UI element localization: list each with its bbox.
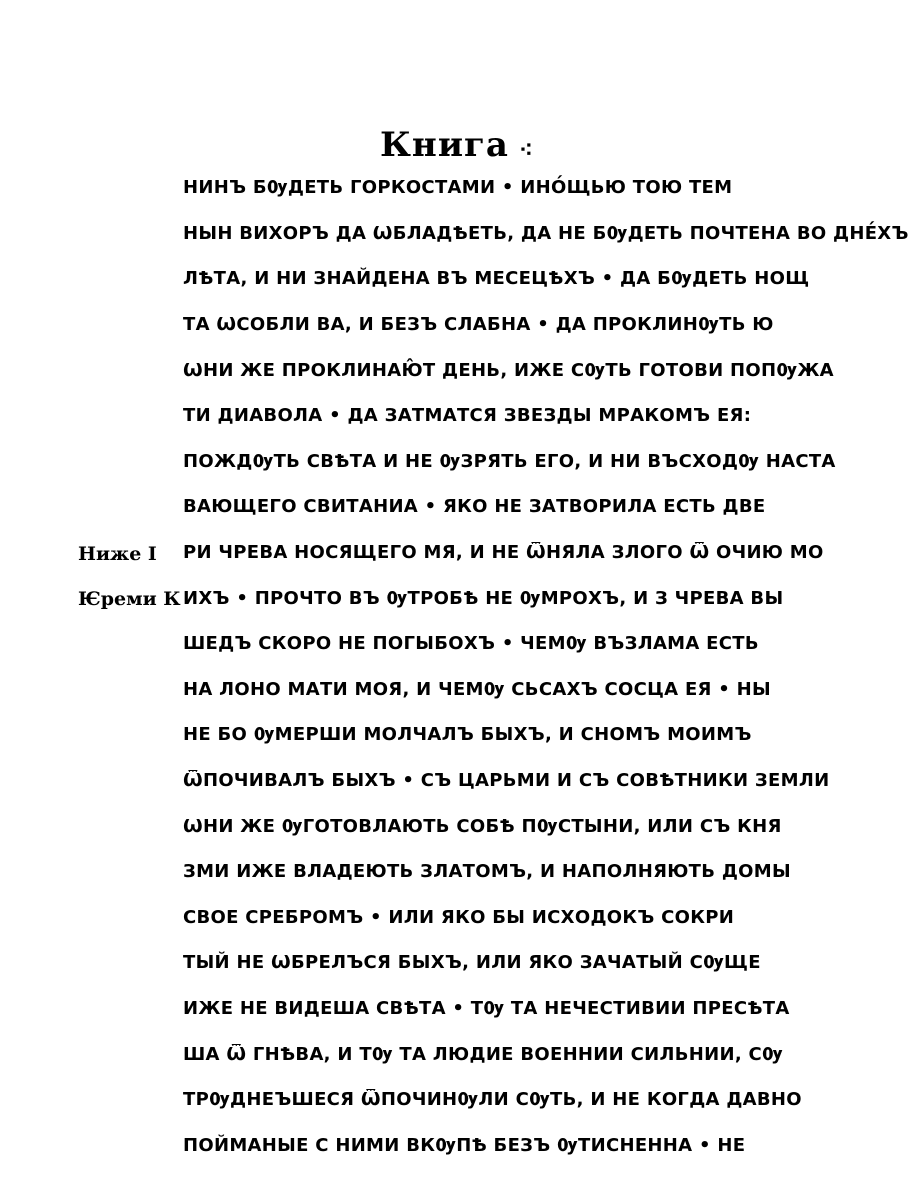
text-line: ВАЮЩЕГО СВИТАНИА • ЯКО НЕ ЗАТВОРИЛА ЕСТЬ ДВЕ [183, 496, 766, 518]
text-line: ИХЪ • ПРОЧТО ВЪ ѸТРОБѢ НЕ ѸМРОХЪ, И З ЧРЕВА ВЫ [183, 587, 784, 609]
title-ornament: ⁖ [518, 135, 533, 164]
text-line: НЫН ВИХОРЪ ДА ѠБЛАДѢЕТЬ, ДА НЕ БѸДЕТЬ ПОЧТЕНА ВО ДНЕ́ХЪ [183, 222, 909, 244]
text-line: ТИ ДИАВОЛА • ДА ЗАТМАТСЯ ЗВЕЗДЫ МРАКОМЪ ЕЯ: [183, 405, 752, 427]
text-line: НЕ БО ѸМЕРШИ МОЛЧАЛЪ БЫХЪ, И СНОМЪ МОИМЪ [183, 724, 752, 746]
text-line: ШЕДЪ СКОРО НЕ ПОГЫБОХЪ • ЧЕМѸ ВЪЗЛАМА ЕСТЬ [183, 633, 759, 655]
margin-note-line: Ѥреми К [78, 588, 181, 611]
text-line: ѾПОЧИВАЛЪ БЫХЪ • СЪ ЦАРЬМИ И СЪ СОВѢТНИКИ ЗЕМЛИ [183, 770, 830, 792]
text-line: ЗМИ ИЖЕ ВЛАДЕЮТЬ ЗЛАТОМЪ, И НАПОЛНЯЮТЬ ДОМЫ [183, 861, 791, 883]
text-line: ѠНИ ЖЕ ПРОКЛИНАЮ̂Т ДЕНЬ, ИЖЕ СѸТЬ ГОТОВИ ПОПѸЖА [183, 359, 834, 381]
text-line: НА ЛОНО МАТИ МОЯ, И ЧЕМѸ СЬСАХЪ СОСЦА ЕЯ • НЫ [183, 678, 771, 700]
text-line: НИНЪ БѸДЕТЬ ГОРКОСТАМИ • ИНО́ЩЬЮ ТОЮ ТЕМ [183, 177, 733, 199]
text-line: ША Ѿ ГНѢВА, И ТѸ ТА ЛЮДИЕ ВОЕННИИ СИЛЬНИИ, СѸ [183, 1043, 784, 1065]
text-line: ПОЙМАНЫЕ С НИМИ ВКѸПѢ БЕЗЪ ѸТИСНЕННА • НЕ [183, 1134, 746, 1156]
body-text [183, 165, 909, 1168]
text-line: ПОЖДѸТЬ СВѢТА И НЕ ѸЗРЯТЬ ЕГО, И НИ ВЪСХОДѸ НАСТА [183, 450, 836, 472]
text-line: ЛѢТА, И НИ ЗНАЙДЕНА ВЪ МЕСЕЦѢХЪ • ДА БѸДЕТЬ НОЩ [183, 268, 810, 290]
text-line: ТРѸДНЕЪШЕСЯ ѾПОЧИНѸЛИ СѸТЬ, И НЕ КОГДА ДАВНО [183, 1089, 802, 1111]
page-header [380, 112, 533, 165]
text-line: ТА ѠСОБЛИ ВА, И БЕЗЪ СЛАБНА • ДА ПРОКЛИНѸТЬ Ю [183, 314, 774, 336]
text-line: ѠНИ ЖЕ ѸГОТОВЛАЮТЬ СОБѢ ПѸСТЫНИ, ИЛИ СЪ КНЯ [183, 815, 782, 837]
text-line: ТЫЙ НЕ ѠБРЕЛЪСЯ БЫХЪ, ИЛИ ЯКО ЗАЧАТЫЙ СѸЩЕ [183, 952, 761, 974]
margin-note [78, 531, 181, 622]
text-line: СВОЕ СРЕБРОМЪ • ИЛИ ЯКО БЫ ИСХОДОКЪ СОКРИ [183, 906, 735, 928]
margin-note-line: Ниже І [78, 542, 157, 565]
text-line: РИ ЧРЕВА НОСЯЩЕГО МЯ, И НЕ ѾНЯЛА ЗЛОГО Ѿ ОЧИЮ МО [183, 542, 824, 564]
text-line: ИЖЕ НЕ ВИДЕША СВѢТА • ТѸ ТА НЕЧЕСТИВИИ ПРЕСѢТА [183, 997, 790, 1019]
page-title: Книга [380, 125, 509, 165]
